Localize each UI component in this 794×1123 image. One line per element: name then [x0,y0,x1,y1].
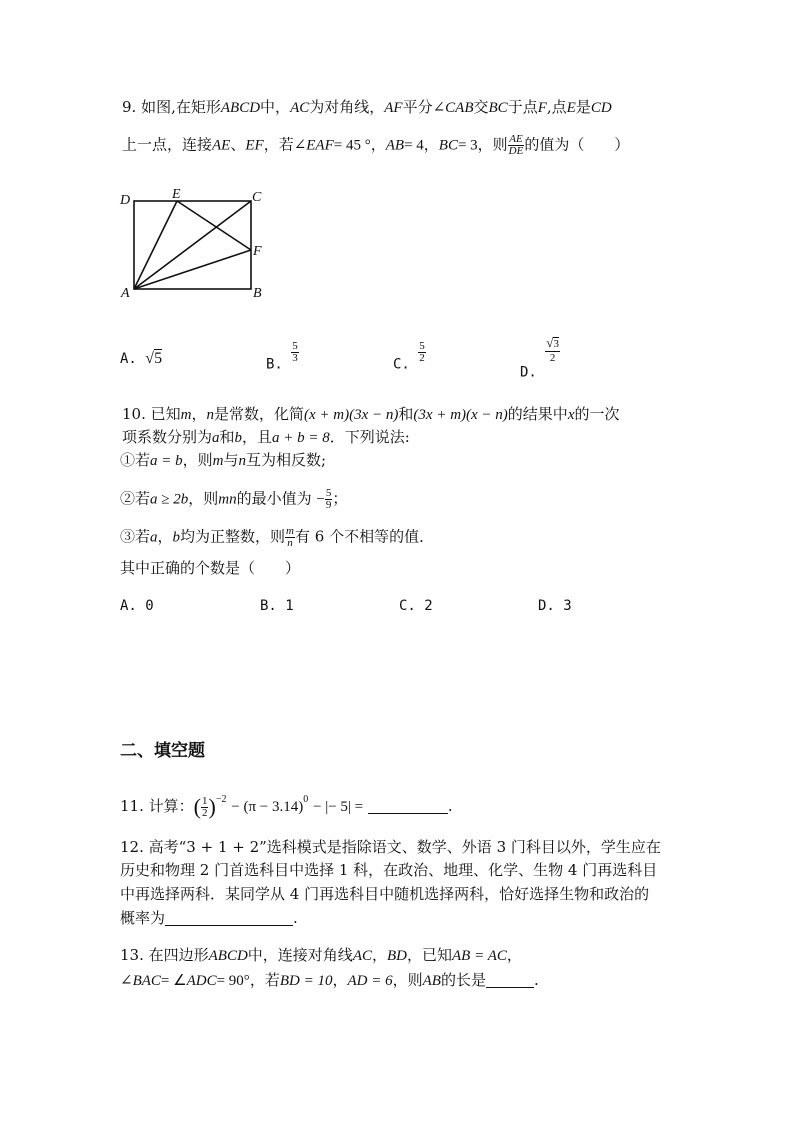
q10-option-d[interactable]: D. 3 [538,598,572,614]
q10-question: 其中正确的个数是（ ） [120,559,301,577]
q10-statement-3: ③若a，b均为正整数，则 $\frac{m}{n}$ 有 6 个不相等的值． [120,525,435,549]
label-a: A [121,286,130,301]
label-d: D [120,193,131,208]
rectangle-figure [115,183,275,303]
fraction-m-n: $\frac{m}{n}$ [286,525,294,549]
line-ac [134,201,251,289]
q9-line2: 上一点，连接AE、EF，若∠EAF= 45 °，AB= 4，BC= 3，则 $\frac{AE}{DE}$ 的值为（ ） [122,133,630,157]
section-title: 二、填空题 [120,741,205,761]
label-f: F [253,244,262,259]
answer-blank-12[interactable] [165,911,293,926]
q12-line2: 历史和物理 2 门首选科目中选择 1 科，在政治、地理、化学、生物 4 门再选科目 [120,861,658,879]
answer-blank-11[interactable] [368,799,448,814]
q12-line4: 概率为 . [120,909,298,927]
line-ae [134,201,177,289]
q9-line1: 9. 如图,在矩形ABCD中，AC为对角线，AF平分∠CAB交BC于点F,点E是CD [122,98,612,116]
q13-line1: 13. 在四边形ABCD中，连接对角线AC，BD，已知AB = AC， [120,946,522,964]
label-e: E [172,187,181,202]
answer-blank-13[interactable] [486,973,534,988]
q9-option-c[interactable]: C. $\frac{5}{2}$ [393,340,425,373]
q10-line2: 项系数分别为a和b，且a + b = 8．下列说法: [122,428,410,446]
label-b: B [253,286,262,301]
sqrt-symbol: √5 [145,350,163,367]
line-af [134,250,251,289]
q10-statement-2: ②若a ≥ 2b，则mn的最小值为 − $\frac{5}{9}$ ； [120,487,348,511]
q10-line1: 10. 已知m，n是常数，化简(x + m)(3x − n)和(3x + m)(x − n)的结果中x的一次 [122,405,620,423]
q12-line1: 12. 高考“3 + 1 + 2”选科模式是指除语文、数学、外语 3 门科目以外，学生应在 [120,838,661,856]
q13-line2: ∠BAC= ∠ADC= 90°，若BD = 10，AD = 6，则AB的长是 . [120,971,539,989]
q10-statement-1: ①若a = b，则m与n互为相反数; [120,451,327,469]
q10-option-b[interactable]: B. 1 [260,598,294,614]
q9-option-d[interactable]: D. $\frac{√3}{2}$ [520,335,559,381]
q10-option-a[interactable]: A. 0 [120,598,154,614]
fraction-ae-de: $\frac{AE}{DE}$ [508,133,524,157]
label-c: C [252,190,262,205]
q9-option-b[interactable]: B. $\frac{5}{3}$ [266,340,298,373]
q9-option-a[interactable]: A. √5 [120,350,163,367]
fraction-5-9: $\frac{5}{9}$ [325,487,332,511]
q12-line3: 中再选择两科．某同学从 4 门再选科目中随机选择两科，恰好选择生物和政治的 [120,885,650,903]
q10-option-c[interactable]: C. 2 [399,598,433,614]
fraction-one-half: $\frac{1}{2}$ [201,794,208,819]
q11-line: 11. 计算：( $\frac{1}{2}$ )$^{-2} - (\pi - 3.14)^0$ − |− 5| = . [120,794,453,819]
